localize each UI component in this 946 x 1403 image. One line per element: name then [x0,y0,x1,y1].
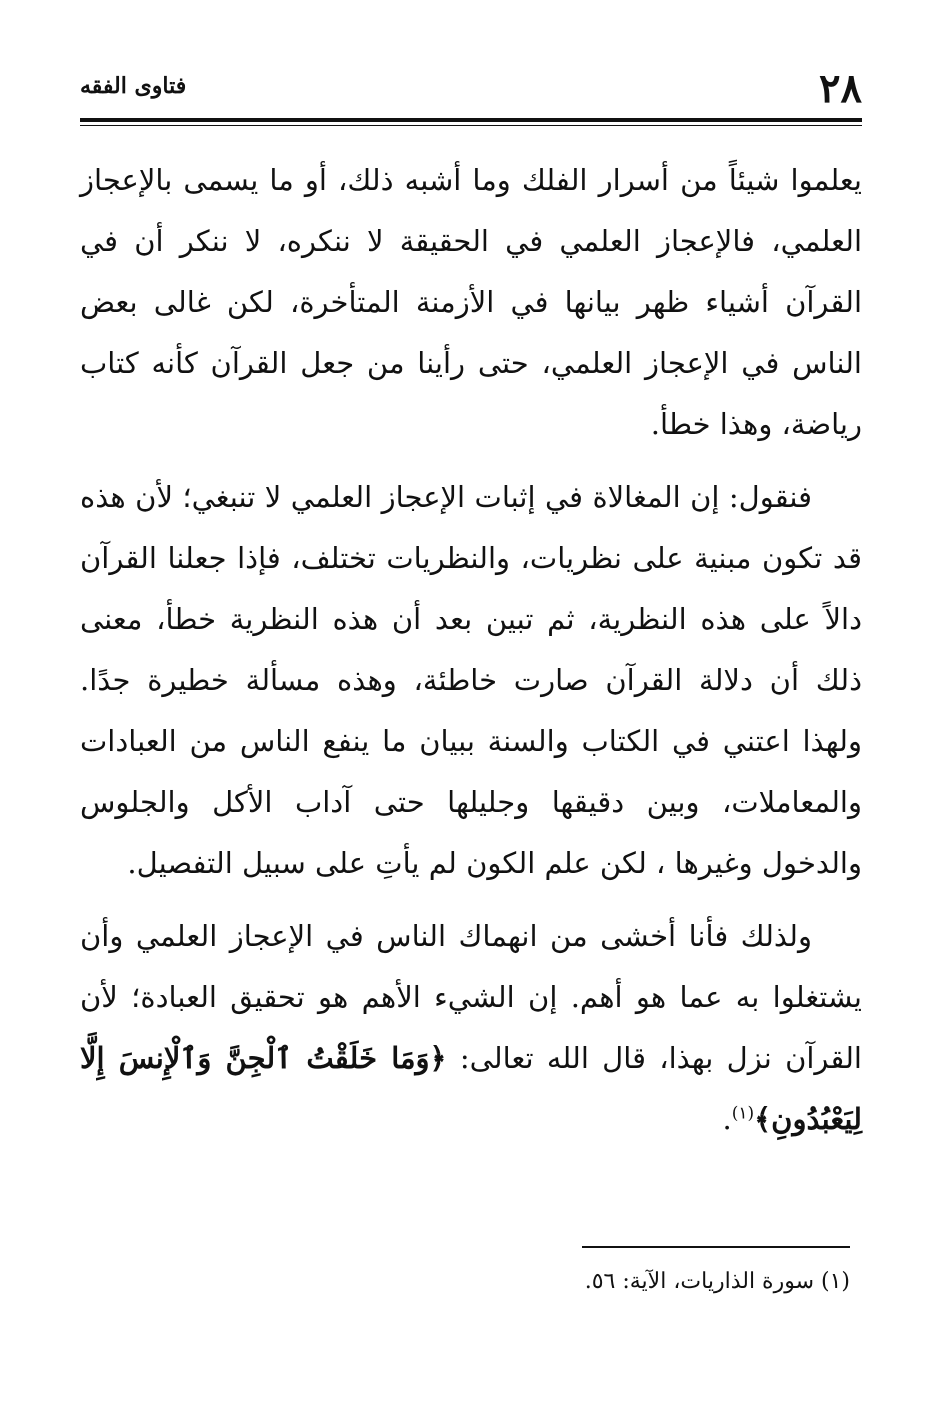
body-text [80,150,862,1162]
footnote: (١) سورة الذاريات، الآية: ٥٦. [584,1269,850,1294]
footnote-reference: (١) [731,1103,755,1124]
quran-verse: ﴿وَمَا خَلَقْتُ ٱلْجِنَّ وَٱلْإِنسَ إِلَّا لِيَعْبُدُونِ﴾ [80,1041,862,1136]
running-title: فتاوى الفقه [80,73,187,99]
page-header [80,64,862,114]
paragraph-end: . [722,1102,732,1136]
paragraph: يعلموا شيئاً من أسرار الفلك وما أشبه ذلك، أو ما يسمى بالإعجاز العلمي، فالإعجاز العلمي في الحقيقة لا ننكره، لا ننكر أن في القرآن أشياء ظهر بيانها في الأزمنة المتأخرة، لكن غالى بعض الناس في الإعجاز العلمي، حتى رأينا من جعل القرآن كأنه كتاب رياضة، وهذا خطأ. [80,163,862,441]
page-number: ٢٨ [819,65,862,112]
header-rule-thin [80,125,862,126]
paragraph-text: ولذلك فأنا أخشى من انهماك الناس في الإعجاز العلمي وأن يشتغلوا به عما هو أهم. إن الشيء الأهم هو تحقيق العبادة؛ لأن القرآن نزل بهذا، قال الله تعالى: [80,919,862,1075]
footnote-rule [582,1246,850,1248]
header-rule [80,118,862,122]
paragraph: فنقول: إن المغالاة في إثبات الإعجاز العلمي لا تنبغي؛ لأن هذه قد تكون مبنية على نظريات، والنظريات تختلف، فإذا جعلنا القرآن دالاً على هذه النظرية، ثم تبين بعد أن هذه النظرية خطأ، معنى ذلك أن دلالة القرآن صارت خاطئة، وهذه مسألة خطيرة جدًا. ولهذا اعتني في الكتاب والسنة ببيان ما ينفع الناس من العبادات والمعاملات، وبين دقيقها وجليلها حتى آداب الأكل والجلوس والدخول وغيرها ، لكن علم الكون لم يأتِ على سبيل التفصيل. [80,480,862,880]
paragraph [80,906,862,1150]
